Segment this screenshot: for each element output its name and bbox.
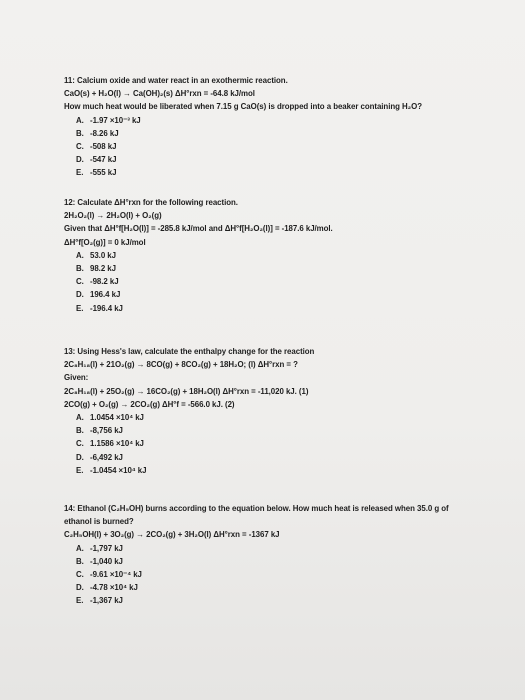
option-14-b: B. -1,040 kJ (76, 556, 123, 566)
option-14-a: A. -1,797 kJ (76, 543, 123, 553)
question-13-given-1: 2C₈H₁₈(l) + 25O₂(g) → 16CO₂(g) + 18H₂O(l) ΔH°rxn = -11,020 kJ. (1) (64, 386, 309, 396)
question-12-given-o2: ΔH°f[O₂(g)] = 0 kJ/mol (64, 237, 146, 247)
question-14-title: 14: Ethanol (C₂H₅OH) burns according to the equation below. How much heat is released when 35.0 g of (64, 504, 449, 513)
question-12-title: 12: Calculate ΔH°rxn for the following reaction. (64, 198, 238, 207)
option-14-e: E. -1,367 kJ (76, 596, 123, 606)
option-11-c: C. -508 kJ (76, 142, 117, 152)
option-13-a: A. 1.0454 ×10⁴ kJ (76, 413, 144, 423)
option-13-d: D. -6,492 kJ (76, 452, 123, 462)
question-13-given-2: 2CO(g) + O₂(g) → 2CO₂(g) ΔH°f = -566.0 kJ. (2) (64, 399, 235, 409)
question-14-title-cont: ethanol is burned? (64, 517, 134, 527)
question-12 (64, 196, 484, 315)
option-14-d: D. -4.78 ×10⁴ kJ (76, 583, 138, 593)
question-11-prompt: How much heat would be liberated when 7.15 g CaO(s) is dropped into a beaker containing H₂O? (64, 102, 422, 112)
option-12-a: A. 53.0 kJ (76, 250, 116, 260)
option-13-b: B. -8,756 kJ (76, 426, 123, 436)
option-12-e: E. -196.4 kJ (76, 303, 123, 313)
question-11 (64, 74, 484, 180)
question-14 (64, 502, 484, 608)
option-11-b: B. -8.26 kJ (76, 128, 119, 138)
question-13 (64, 345, 484, 477)
option-11-d: D. -547 kJ (76, 155, 117, 165)
question-11-equation: CaO(s) + H₂O(l) → Ca(OH)₂(s) ΔH°rxn = -64.8 kJ/mol (64, 89, 255, 99)
option-11-a: A. -1.97 ×10⁻³ kJ (76, 115, 141, 125)
question-12-equation: 2H₂O₂(l) → 2H₂O(l) + O₂(g) (64, 211, 162, 221)
question-12-given: Given that ΔH°f[H₂O(l)] = -285.8 kJ/mol and ΔH°f[H₂O₂(l)] = -187.6 kJ/mol. (64, 224, 333, 234)
question-13-given-label: Given: (64, 373, 89, 383)
option-12-c: C. -98.2 kJ (76, 277, 119, 287)
option-11-e: E. -555 kJ (76, 168, 117, 178)
option-12-b: B. 98.2 kJ (76, 264, 116, 274)
option-13-e: E. -1.0454 ×10⁴ kJ (76, 465, 147, 475)
option-13-c: C. 1.1586 ×10⁴ kJ (76, 439, 144, 449)
question-14-equation: C₂H₅OH(l) + 3O₂(g) → 2CO₂(g) + 3H₂O(l) ΔH°rxn = -1367 kJ (64, 530, 280, 540)
question-11-title: 11: Calcium oxide and water react in an exothermic reaction. (64, 76, 288, 85)
option-14-c: C. -9.61 ×10⁻⁴ kJ (76, 570, 142, 580)
question-13-title: 13: Using Hess's law, calculate the enthalpy change for the reaction (64, 347, 315, 356)
option-12-d: D. 196.4 kJ (76, 290, 121, 300)
question-13-equation: 2C₈H₁₈(l) + 21O₂(g) → 8CO(g) + 8CO₂(g) + 18H₂O; (l) ΔH°rxn = ? (64, 360, 298, 370)
